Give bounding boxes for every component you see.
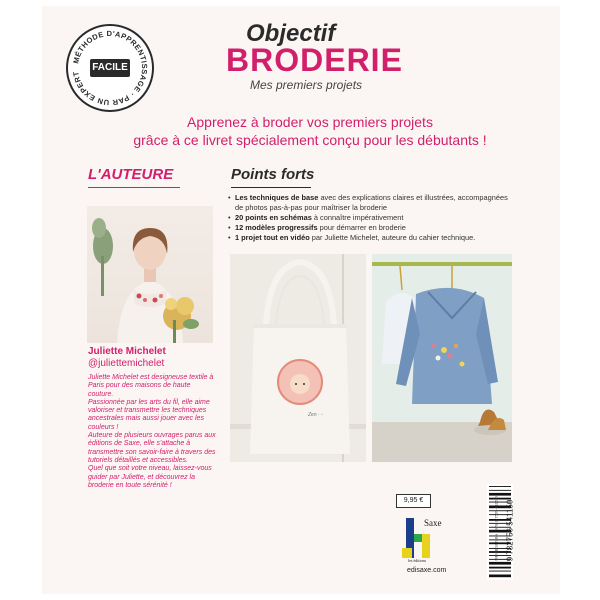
publisher-logo: [402, 514, 448, 562]
points-forts-heading: Points forts: [231, 166, 315, 183]
method-badge: [66, 24, 154, 112]
bio-paragraph: Auteure de plusieurs ouvrages parus aux éditions de Saxe, elle s'attache à transmettre son savoir-faire à travers des tutoriels détaillés et accessibles.: [88, 432, 216, 464]
svg-text:MÉTHODE D'APPRENTISSAGE · PAR: MÉTHODE D'APPRENTISSAGE · PAR UN EXPERT: [71, 28, 150, 108]
lead-line2: grâce à ce livret spécialement conçu pour les débutants !: [133, 132, 487, 148]
tote-bag-photo: [230, 254, 366, 462]
author-handle: @juliettemichelet: [88, 358, 165, 369]
author-photo-illustration: [87, 206, 213, 343]
list-item: • 12 modèles progressifs pour démarrer en broderie: [228, 223, 518, 233]
svg-text:Saxe: Saxe: [424, 518, 442, 528]
publisher-logo-mark: [402, 514, 448, 562]
author-bio: [88, 374, 216, 490]
price-tag: 9,95 €: [396, 494, 431, 508]
points-forts-list: [228, 193, 518, 243]
bio-paragraph: Passionnée par les arts du fil, elle aime valoriser et transmettre les techniques ancestrales mais aussi jouer avec les couleurs !: [88, 398, 210, 431]
isbn-small-text: MBMB03-ISBN : 978-2-7565-4115-0: [493, 496, 499, 561]
lead-text: [100, 113, 520, 149]
badge-facile-label: FACILE !: [90, 59, 130, 77]
points-forts-rule: [231, 187, 311, 188]
jacket-illustration: [372, 254, 512, 462]
author-heading-rule: [88, 187, 180, 188]
lead-line1: Apprenez à broder vos premiers projets: [187, 114, 433, 130]
bio-paragraph: Juliette Michelet est designeuse textile à Paris pour des maisons de haute couture.: [88, 374, 214, 398]
tote-bag-illustration: [230, 254, 366, 462]
author-heading: L'AUTEURE: [88, 166, 174, 183]
jacket-photo: [372, 254, 512, 462]
title-line2: BRODERIE: [226, 42, 403, 78]
author-photo: [87, 206, 213, 343]
svg-text:les éditions: les éditions: [408, 558, 427, 562]
publisher-website: edisaxe.com: [407, 567, 447, 574]
title-line1: Objectif: [246, 20, 336, 47]
isbn-digits: 9 782756 541150: [505, 499, 515, 562]
title-subtitle: Mes premiers projets: [250, 78, 363, 92]
bio-paragraph: Quel que soit votre niveau, laissez-vous guider par Juliette, et découvrez la broderie en toute sérénité !: [88, 465, 212, 489]
list-item: • 1 projet tout en vidéo par Juliette Michelet, auteure du cahier technique.: [228, 233, 518, 243]
list-item: • Les techniques de base avec des explications claires et illustrées, accompagnées de photos pas-à-pas pour maîtriser la broderie: [228, 193, 518, 213]
list-item: • 20 points en schémas à connaître impérativement: [228, 213, 518, 223]
author-name: Juliette Michelet: [88, 346, 166, 357]
svg-text:Zen · ◦: Zen · ◦: [308, 412, 323, 418]
